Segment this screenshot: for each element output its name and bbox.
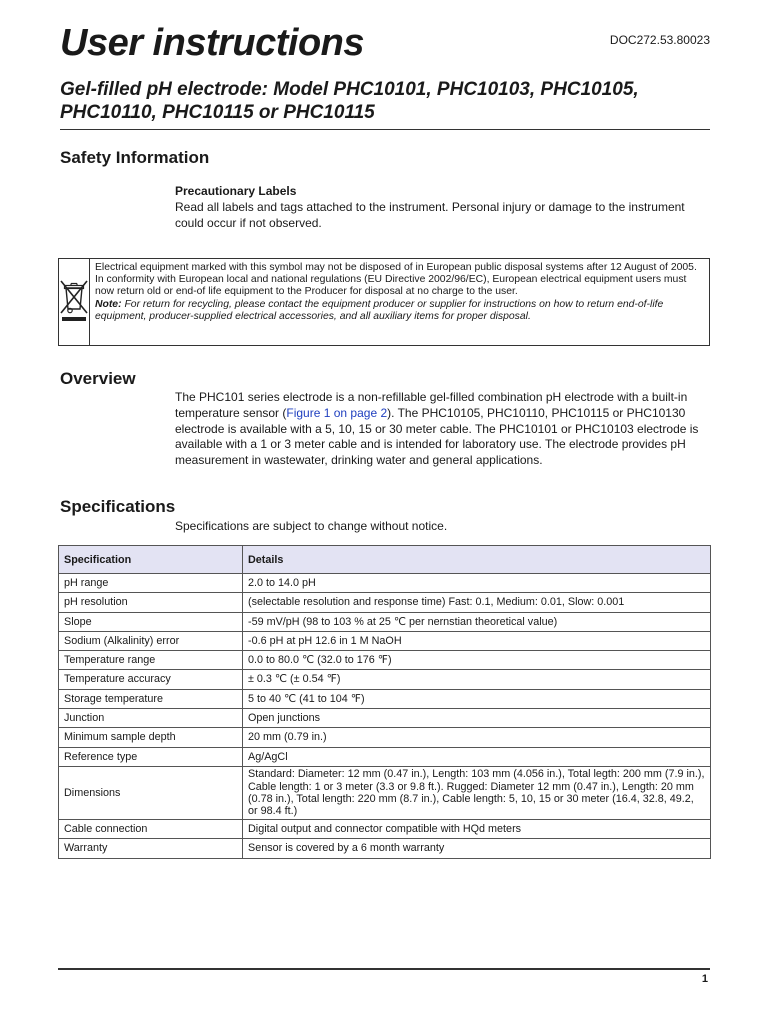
note-text: For return for recycling, please contact the equipment producer or supplier for instructions on how to return end-of-life equipment, producer-supplied electrical accessories, and all auxiliary items for proper disposal. <box>95 298 664 322</box>
note-label: Note: <box>95 298 122 310</box>
table-row <box>59 651 711 670</box>
spec-detail: Open junctions <box>243 709 711 728</box>
spec-detail: 5 to 40 ℃ (41 to 104 ℉) <box>243 689 711 708</box>
spec-detail: 0.0 to 80.0 ℃ (32.0 to 176 ℉) <box>243 651 711 670</box>
spec-name: Warranty <box>59 839 243 858</box>
title-divider <box>60 129 710 130</box>
table-row <box>59 670 711 689</box>
notice-text-cell <box>90 259 709 345</box>
spec-name: Minimum sample depth <box>59 728 243 747</box>
spec-detail: -59 mV/pH (98 to 103 % at 25 ℃ per nernstian theoretical value) <box>243 612 711 631</box>
document-number: DOC272.53.80023 <box>609 33 710 47</box>
column-header-specification: Specification <box>59 546 243 574</box>
spec-name: Temperature range <box>59 651 243 670</box>
spec-name: Temperature accuracy <box>59 670 243 689</box>
table-row <box>59 839 711 858</box>
notice-icon-cell <box>59 259 90 345</box>
spec-detail: (selectable resolution and response time) Fast: 0.1, Medium: 0.01, Slow: 0.001 <box>243 593 711 612</box>
table-row <box>59 593 711 612</box>
spec-detail: Standard: Diameter: 12 mm (0.47 in.), Length: 103 mm (4.056 in.), Total legth: 200 mm (7.9 in.), Cable length: 1 or 3 meter (3.3 or 9.8 ft.). Rugged: Diameter 12 mm (0.47 in.), Length: 20 mm (0.78 in.), Total length: 220 mm (8.7 in.), Cable length: 5, 10, 15 or 30 meter (16.4, 32.8, 49.2, or 98.4 ft.) <box>243 766 711 819</box>
safety-heading: Safety Information <box>60 148 210 167</box>
spec-detail: -0.6 pH at pH 12.6 in 1 M NaOH <box>243 631 711 650</box>
specifications-heading: Specifications <box>60 497 176 516</box>
specifications-table <box>58 545 711 859</box>
spec-detail: Ag/AgCl <box>243 747 711 766</box>
spec-name: pH resolution <box>59 593 243 612</box>
table-row <box>59 747 711 766</box>
disposal-notice-box <box>58 258 710 346</box>
specifications-intro: Specifications are subject to change without notice. <box>175 519 448 533</box>
spec-name: pH range <box>59 574 243 593</box>
overview-text-after: ). The PHC10105, PHC10110, PHC10115 or PHC10130 electrode is available with a 5, 10, 15 or 30 meter cable. The PHC10101 or PHC10103 electrode is available with a 1 or 3 meter cable and is intended for laboratory use. The electrode provides pH measurement in wastewater, drinking water and general applications. <box>175 405 699 468</box>
spec-detail: Digital output and connector compatible with HQd meters <box>243 819 711 838</box>
table-row <box>59 728 711 747</box>
spec-name: Slope <box>59 612 243 631</box>
page-title: User instructions <box>60 22 365 64</box>
table-row <box>59 631 711 650</box>
table-row <box>59 689 711 708</box>
table-row <box>59 612 711 631</box>
table-row <box>59 574 711 593</box>
spec-detail: ± 0.3 ℃ (± 0.54 ℉) <box>243 670 711 689</box>
notice-note <box>95 299 703 323</box>
precautionary-labels-heading: Precautionary Labels <box>175 184 297 198</box>
precautionary-labels-text: Read all labels and tags attached to the instrument. Personal injury or damage to the instrument could occur if not observed. <box>175 199 685 230</box>
spec-detail: 20 mm (0.79 in.) <box>243 728 711 747</box>
table-header-row <box>59 546 711 574</box>
overview-paragraph <box>175 390 715 469</box>
crossed-out-wheeled-bin-icon <box>59 277 89 328</box>
table-row <box>59 766 711 819</box>
spec-detail: 2.0 to 14.0 pH <box>243 574 711 593</box>
figure-reference-link[interactable]: Figure 1 on page 2 <box>286 405 388 420</box>
spec-name: Reference type <box>59 747 243 766</box>
spec-detail: Sensor is covered by a 6 month warranty <box>243 839 711 858</box>
precautionary-labels-block <box>175 184 715 231</box>
notice-text: Electrical equipment marked with this symbol may not be disposed of in European public disposal systems after 12 August of 2005. In conformity with European local and national regulations (EU Directive 2002/96/EC), European electrical equipment users must now return old or end-of life equipment to the Producer for disposal at no charge to the user. <box>95 262 697 298</box>
footer-divider <box>58 968 710 970</box>
spec-name: Sodium (Alkalinity) error <box>59 631 243 650</box>
table-row <box>59 819 711 838</box>
column-header-details: Details <box>243 546 711 574</box>
page-number: 1 <box>701 973 708 985</box>
overview-text-before: The PHC101 series electrode is a non-refillable gel-filled combination pH electrode with a built-in temperature sensor ( <box>175 390 688 420</box>
table-row <box>59 709 711 728</box>
spec-name: Cable connection <box>59 819 243 838</box>
overview-heading: Overview <box>60 369 136 388</box>
spec-name: Dimensions <box>59 766 243 819</box>
spec-name: Junction <box>59 709 243 728</box>
page-subtitle: Gel-filled pH electrode: Model PHC10101, PHC10103, PHC10105, PHC10110, PHC10115 or PHC10115 <box>60 79 639 123</box>
spec-name: Storage temperature <box>59 689 243 708</box>
